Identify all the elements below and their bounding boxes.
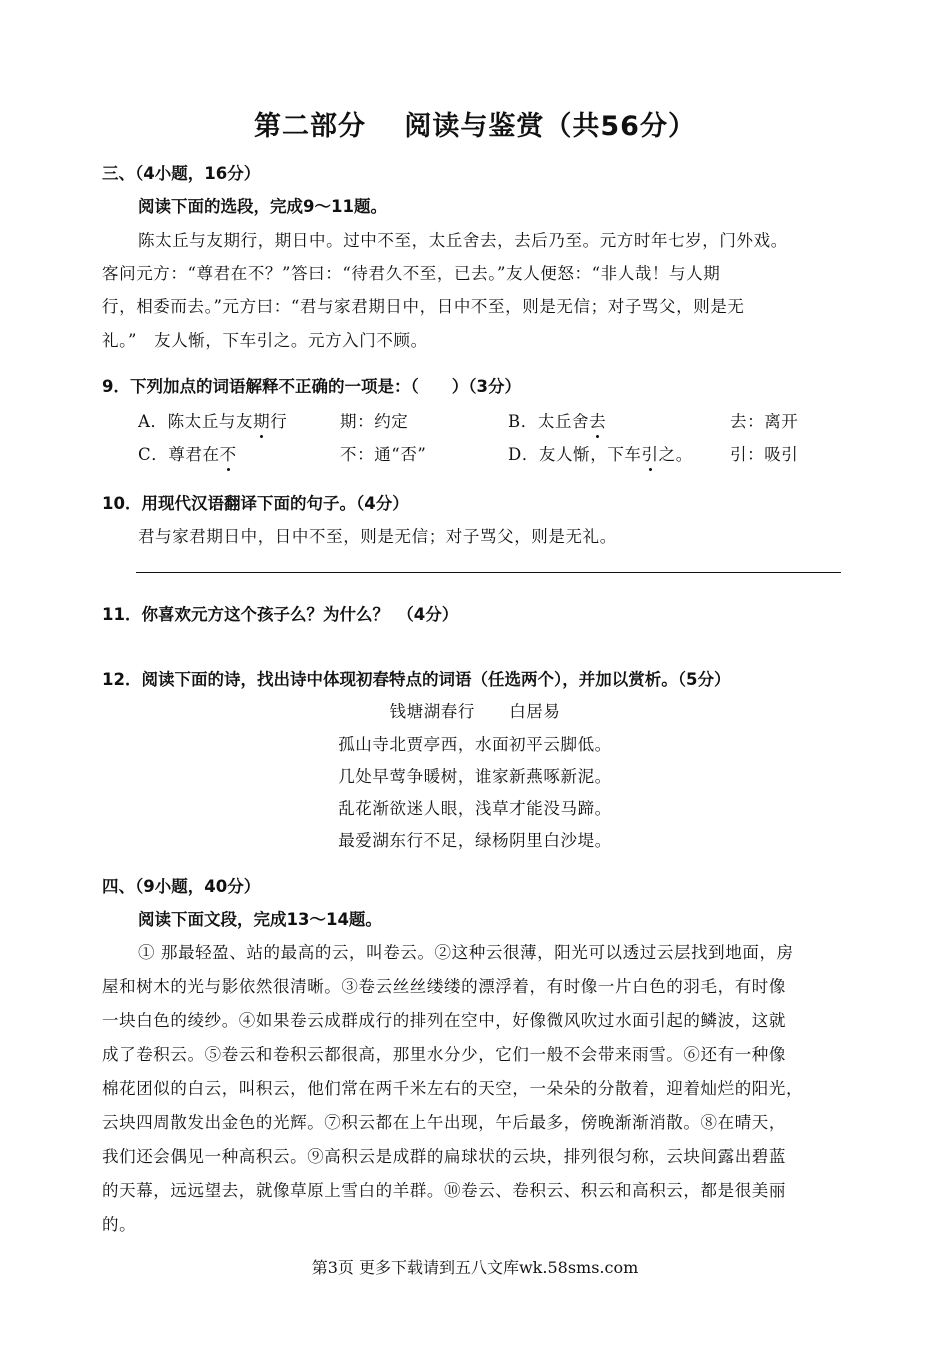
page-title: 第二部分 阅读与鉴赏（共56分） (254, 111, 696, 142)
section3-instruction: 阅读下面的选段，完成9～11题。 (138, 197, 387, 216)
q9-option-a-explanation: 期：约定 (340, 412, 409, 431)
emphasis-dot: 引 (641, 445, 659, 464)
q12-stem: 12．阅读下面的诗，找出诗中体现初春特点的词语（任选两个），并加以赏析。（5分） (102, 670, 731, 689)
q9-option-a: A．陈太丘与友期行 (138, 412, 288, 431)
emphasis-dot: 期 (253, 412, 271, 431)
poem-line: 孤山寺北贾亭西，水面初平云脚低。 (338, 735, 612, 754)
section4-passage-line: 我们还会偶见一种高积云。⑨高积云是成群的扁球状的云块，排列很匀称，云块间露出碧蓝 (102, 1147, 786, 1166)
section4-passage-line: 的天幕，远远望去，就像草原上雪白的羊群。⑩卷云、卷积云、积云和高积云，都是很美丽 (102, 1181, 786, 1200)
section3-header: 三、（4小题，16分） (102, 164, 261, 183)
section4-passage-line: 的。 (102, 1215, 137, 1234)
emphasis-dot: 去 (589, 412, 607, 431)
section4-passage-line: ① 那最轻盈、站的最高的云，叫卷云。②这种云很薄，阳光可以透过云层找到地面，房 (138, 943, 794, 962)
section4-passage-line: 棉花团似的白云，叫积云，他们常在两千米左右的天空，一朵朵的分散着，迎着灿烂的阳光， (102, 1079, 804, 1098)
section3-passage-line: 陈太丘与友期行，期日中。过中不至，太丘舍去，去后乃至。元方时年七岁，门外戏。 (138, 231, 788, 250)
q11-stem: 11．你喜欢元方这个孩子么？为什么？ （4分） (102, 605, 459, 624)
q9-option-c-explanation: 不：通“否” (340, 445, 427, 464)
section4-header: 四、（9小题，40分） (102, 877, 261, 896)
section4-passage-line: 成了卷积云。⑤卷云和卷积云都很高，那里水分少，它们一般不会带来雨雪。⑥还有一种像 (102, 1045, 786, 1064)
poem-title: 钱塘湖春行 白居易 (389, 702, 561, 721)
q10-sentence: 君与家君期日中，日中不至，则是无信；对子骂父，则是无礼。 (138, 527, 617, 546)
q9-stem: 9．下列加点的词语解释不正确的一项是：（ ）（3分） (102, 377, 521, 396)
section3-passage-line: 礼。” 友人惭，下车引之。元方入门不顾。 (102, 331, 428, 350)
section3-passage-line: 客问元方：“尊君在不？”答曰：“待君久不至，已去。”友人便怒：“非人哉！与人期 (102, 264, 721, 283)
poem-line: 几处早莺争暖树，谁家新燕啄新泥。 (338, 767, 612, 786)
poem-line: 最爱湖东行不足，绿杨阴里白沙堤。 (338, 831, 612, 850)
q9-option-b-explanation: 去：离开 (730, 412, 799, 431)
section4-instruction: 阅读下面文段，完成13～14题。 (138, 910, 382, 929)
section4-passage-line: 一块白色的绫纱。④如果卷云成群成行的排列在空中，好像微风吹过水面引起的鳞波，这就 (102, 1011, 786, 1030)
q9-option-d: D．友人惭，下车引之。 (508, 445, 693, 464)
section4-passage-line: 云块四周散发出金色的光辉。⑦积云都在上午出现，午后最多，傍晚渐渐消散。⑧在晴天， (102, 1113, 786, 1132)
q9-option-d-explanation: 引：吸引 (730, 445, 799, 464)
answer-line (136, 572, 841, 573)
section3-passage-line: 行，相委而去。”元方曰：“君与家君期日中，日中不至，则是无信；对子骂父，则是无 (102, 297, 745, 316)
q9-option-b: B．太丘舍去 (508, 412, 607, 431)
poem-line: 乱花渐欲迷人眼，浅草才能没马蹄。 (338, 799, 612, 818)
page-footer: 第3页 更多下载请到五八文库wk.58sms.com (311, 1258, 639, 1277)
section4-passage-line: 屋和树木的光与影依然很清晰。③卷云丝丝缕缕的漂浮着，有时像一片白色的羽毛，有时像 (102, 977, 786, 996)
q9-option-c: C．尊君在不 (138, 445, 237, 464)
q10-stem: 10．用现代汉语翻译下面的句子。（4分） (102, 494, 409, 513)
emphasis-dot: 不 (219, 445, 237, 464)
